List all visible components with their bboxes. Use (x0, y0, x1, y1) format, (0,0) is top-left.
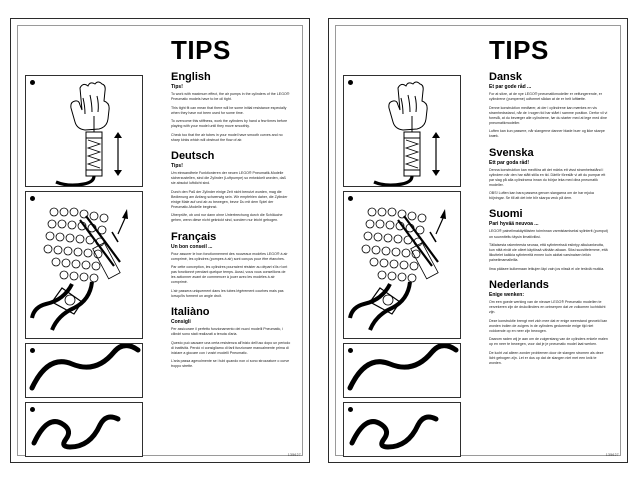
lang-paragraph: L'air passera uniquement dans les tubes légèrement courbes mais pas lorsqu'ils forment un angle droit. (171, 288, 284, 298)
lang-paragraph: Deze konstruktie brengt met zich mee dat er enige weerstand gevoeld kan worden indien de zuigers in de cylinders gedurende enige tijd niet voldoende op en neer zijn bewogen. (489, 318, 608, 333)
left-page (10, 18, 310, 463)
air-tube-kinked-illustration (343, 402, 461, 457)
lang-paragraph: Luften kan kun passere, når slangerne danner bløde buer og ikke skarpe knæk. (489, 129, 605, 139)
lang-subheading: Enige wenken: (489, 291, 525, 298)
lang-paragraph: L'aria passa agevolmente se i tubi quando non ci sono strozzature o curve troppo strette. (171, 359, 290, 369)
lang-paragraph: Denne konstruktion medfører, at der i cylindrene kan mærkes en vis stramhedsstand, når de i nogen tid har stået i samme position. Derfor vil vi foreslå, at du bevæger alle cylindrene, før du starter med at lege med dine pneumatikmodeller. (489, 105, 608, 125)
lang-block-svenska (489, 147, 609, 202)
lang-block-italiano (171, 306, 291, 369)
lang-paragraph: Durch den Paß der Zylinder einige Zeit nicht benutzt wurden, mag die Bedienung am Anfang schwerwig sein. Wir empfehlen daher, die Zylinder einige Male auf und ab zu bewegen, bevor Du mit dem Spiel der Pneumatic-Modelle beginnst. (171, 189, 288, 209)
right-page (328, 18, 628, 463)
lang-subheading: Tips! (171, 162, 183, 169)
lang-paragraph: Per assicurare il perfetto funzionamento dei nuovi modelli Pneumatic, i cilindri sono stati realizzati a tenuta d'aria. (171, 327, 284, 337)
lang-paragraph: Tällaisesta rakenteesta seuraa, että sylintereissä esiintyy alkukankeutta, kun niitä eivät ole olleet käytössä vähään aikaan. Siksi suosittelemme, että liikuttelet kaikkia sylintereitä ennen kuin aloitat varsinaisen leikin paineilmamalleilla. (489, 243, 608, 263)
lang-subheading: Consigli (171, 319, 191, 326)
lang-paragraph: OBS! Luften kan bara passera genom slangarna om de har mjuka böjningar. Se till att det inte blir skarpa veck på dem. (489, 191, 594, 201)
pneumatic-model-illustration (25, 191, 143, 339)
lang-paragraph: Denna konstruktion kan medföra att det märks ett visst stramhetsstånd i cylindern när den har stått stilla en tid. Därför föreslår vi att du pumpar ett par slag på alla cylindrarna innan du börjar leka med dina pneumatik modeller. (489, 167, 606, 187)
air-tube-kinked-illustration (25, 402, 143, 457)
lang-paragraph: Ilma pääsee kulkemaan letkujen läpi vain jos niissä ei ole teräviä mutkia. (489, 266, 605, 271)
pneumatic-model-illustration (343, 191, 461, 339)
lang-paragraph: LEGO® paineilmakäyttöisten toiminnan varmistamiseksi sylinterit (pumput) on suunniteltu täysin ilmatiiviiksi. (489, 229, 608, 239)
lang-paragraph: Daarom raden wij je aan om de zuigerstang van de cylinders enkele malen op en neer te bewegen, voor dat je je pneumatic model laat werken. (489, 337, 608, 347)
lang-subheading: Ett par goda råd! (489, 159, 530, 166)
page-title: TIPS (171, 35, 231, 65)
lang-heading: Suomi (489, 208, 523, 221)
lang-heading: English (171, 71, 211, 83)
lang-paragraph: Pour assurer le bon fonctionnement des nouveaux modèles LEGO® à air comprimé, les cylindres (pompes à air) sont conçus pour être étanches. (171, 251, 288, 261)
panel4-art (26, 403, 143, 457)
lang-subheading: Tips! (171, 84, 183, 90)
lang-paragraph: Om een goede werking van de nieuwe LEGO® Pneumatic modellen te verzekeren zijn de drukcilinders en ontwerpen dat ze volkomen luchtdicht zijn. (489, 299, 606, 315)
lang-block-nederlands (489, 279, 609, 366)
lang-subheading: Et par gode råd ... (489, 84, 532, 90)
lang-heading: Nederlands (489, 278, 549, 291)
panel1-art (344, 76, 461, 187)
lang-block-francais (171, 231, 291, 300)
lang-paragraph: De lucht zal alleen zonder problemen door de slangen stromen als deze licht gebogen zijn. Let er dus op dat de slangen niet met een knik te worden. (489, 350, 604, 366)
lang-paragraph: Überprüfe, ob und nur dann ohne Unterbrechung durch die Schläuche gehen, wenn diese nicht geknickt sind, sondern nur leicht gebogen. (171, 213, 283, 223)
document-code: 135627 (287, 453, 301, 457)
lang-heading: Dansk (489, 71, 523, 83)
panel2-art (26, 192, 143, 339)
document-code: 135627 (605, 453, 619, 457)
lang-paragraph: To work with maximum effect, the air pumps in the cylinders of the LEGO® Pneumatic models have to be oil tight. (171, 92, 290, 102)
lang-block-deutsch (171, 150, 291, 224)
panel1-art (26, 76, 143, 187)
lang-paragraph: Questo può causare una certa resistenza all'inizio dell'uso dopo un periodo di inattività. Perciò vi consigliamo di farli funzionare manualmente prima di iniziare a giocare con i vostri modelli Pneumatic. (171, 340, 291, 355)
cylinder-hand-pump-illustration (343, 75, 461, 187)
panel3-art (26, 344, 143, 398)
air-tube-smooth-curve-illustration (25, 343, 143, 398)
lang-heading: Français (171, 230, 217, 243)
lang-subheading: Pari hyvää neuvoa ... (489, 221, 539, 228)
lang-paragraph: For at sikre, at de nye LEGO® pneumatikmodeller er velfungerende, er cylindrene (pumperne) udformet sådan at de er helt lufttætte. (489, 92, 602, 102)
left-text-column (171, 71, 291, 377)
lang-subheading: Un bon conseil ... (171, 243, 213, 250)
page-title: TIPS (489, 35, 549, 65)
air-tube-smooth-curve-illustration (343, 343, 461, 398)
lang-paragraph: Um einwandfreie Funktionieren der neuen LEGO® Pneumatik-Modelle sicherzustellen, sind die Zylinder (Luftpumpe) so entwickelt worden, daß sie absolut luftdicht sind. (171, 170, 286, 186)
panel2-art (344, 192, 461, 339)
lang-heading: Italiàno (171, 306, 210, 319)
lang-block-dansk (489, 71, 609, 140)
cylinder-hand-pump-illustration (25, 75, 143, 187)
lang-heading: Deutsch (171, 149, 215, 162)
panel3-art (344, 344, 461, 398)
lang-paragraph: Par cette conception, les cylindres pourraient résister au départ s'ils n'ont pas fonctionné pendant quelque temps. Aussi, vous vous conseillons de les actionner avant de commencer à jouer avec les modèles à air comprimé. (171, 265, 288, 285)
lang-block-suomi (489, 208, 609, 271)
lang-paragraph: To overcome this stiffness, work the cylinders by hand a few times before playing with your model until they move smoothly. (171, 119, 288, 129)
lang-paragraph: This tight fit can mean that there will be some initial resistance especially when they have not been used for some time. (171, 105, 287, 115)
lang-block-english (171, 71, 291, 143)
panel4-art (344, 403, 461, 457)
lang-paragraph: Check too that the air tubes in your model have smooth curves and no sharp kinks which will obstruct the flow of air. (171, 132, 283, 142)
right-text-column (489, 71, 609, 373)
lang-heading: Svenska (489, 146, 534, 159)
